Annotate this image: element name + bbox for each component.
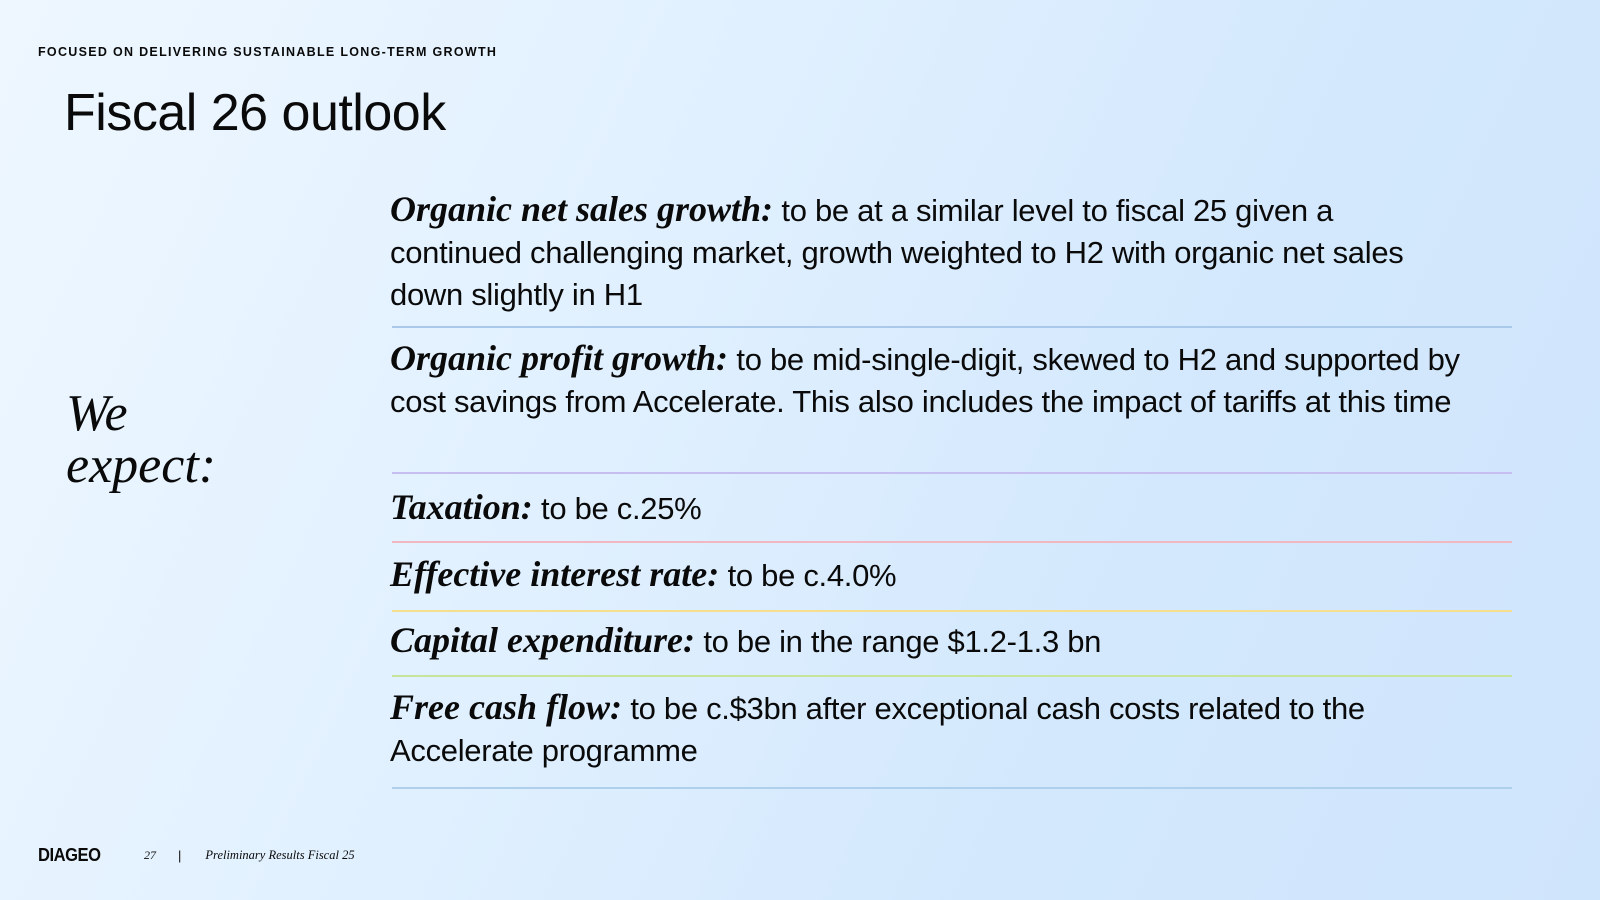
- page-title: Fiscal 26 outlook: [64, 84, 446, 142]
- outlook-term: Capital expenditure:: [390, 620, 695, 660]
- divider: [392, 787, 1512, 789]
- divider: [392, 326, 1512, 328]
- divider: [392, 472, 1512, 474]
- lead-line-1: We: [66, 385, 128, 442]
- outlook-term: Effective interest rate:: [390, 554, 720, 594]
- lead-line-2: expect:: [66, 437, 217, 494]
- outlook-item-capex: [390, 619, 1512, 663]
- outlook-item-organic-profit: [390, 337, 1512, 423]
- page-number: 27: [144, 848, 157, 862]
- brand-logo: DIAGEO: [38, 845, 101, 865]
- outlook-term: Organic net sales growth:: [390, 189, 774, 229]
- outlook-text: to be at a similar level to fiscal 25 given a continued challenging market, growth weighted to H2 with organic net sales down slightly in H1: [390, 193, 1404, 312]
- divider: [392, 541, 1512, 543]
- lead-text: [66, 385, 217, 494]
- footer-separator: |: [178, 848, 182, 863]
- outlook-text: to be c.$3bn after exceptional cash costs related to the Accelerate programme: [390, 691, 1365, 768]
- outlook-item-interest-rate: [390, 553, 1512, 597]
- outlook-term: Organic profit growth:: [390, 338, 729, 378]
- outlook-term: Free cash flow:: [390, 687, 622, 727]
- outlook-text: to be in the range $1.2-1.3 bn: [703, 624, 1102, 659]
- footer: [38, 845, 355, 866]
- divider: [392, 675, 1512, 677]
- section-kicker: FOCUSED ON DELIVERING SUSTAINABLE LONG-TERM GROWTH: [38, 45, 498, 59]
- outlook-text: to be mid-single-digit, skewed to H2 and supported by cost savings from Accelerate. This also includes the impact of tariffs at this time: [390, 342, 1460, 419]
- outlook-item-taxation: [390, 486, 1512, 530]
- outlook-item-organic-net-sales: [390, 188, 1512, 316]
- outlook-item-free-cash-flow: [390, 686, 1512, 772]
- outlook-text: to be c.25%: [541, 491, 702, 526]
- outlook-text: to be c.4.0%: [727, 558, 897, 593]
- footer-caption: Preliminary Results Fiscal 25: [205, 848, 355, 862]
- divider: [392, 610, 1512, 612]
- outlook-term: Taxation:: [390, 487, 533, 527]
